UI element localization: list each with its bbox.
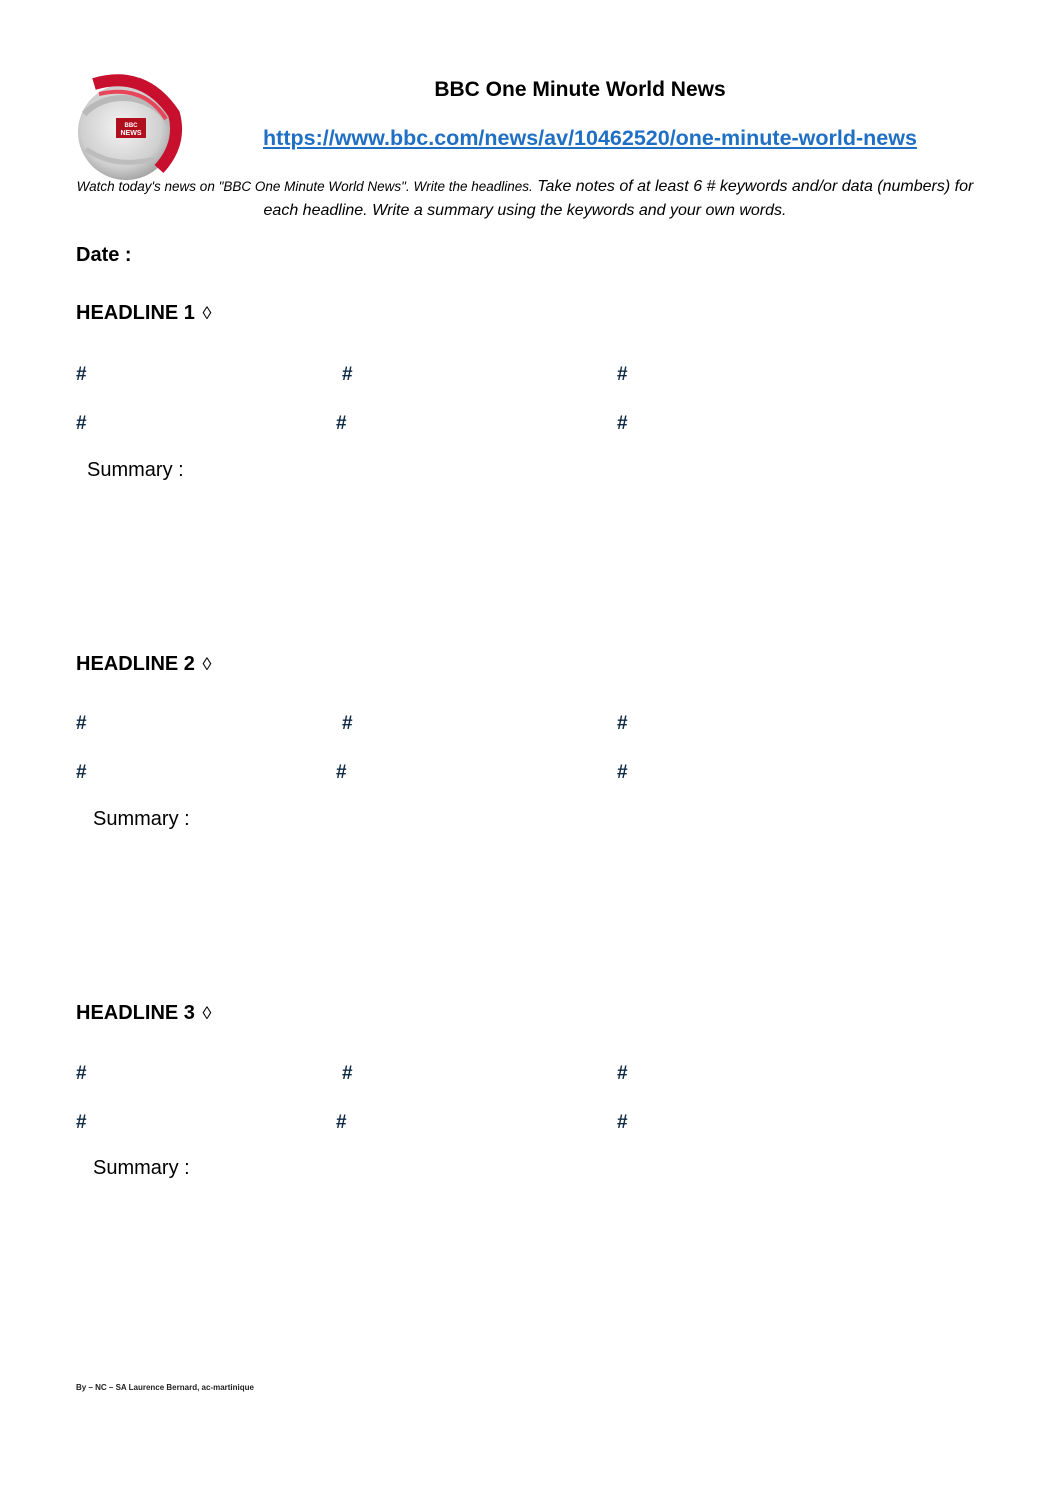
date-label: Date :: [76, 244, 132, 266]
diamond-icon: ◊: [202, 303, 212, 323]
headline-2: [76, 653, 211, 676]
keyword-marker: #: [617, 713, 628, 734]
keyword-marker: #: [76, 713, 87, 734]
keyword-marker: #: [617, 762, 628, 783]
headline-3: [76, 1002, 211, 1025]
keyword-marker: #: [336, 413, 347, 434]
page-title: BBC One Minute World News: [434, 78, 726, 101]
instructions-part1: Watch today's news on "BBC One Minute World News". Write the headlines.: [76, 179, 533, 194]
headline-1-label: HEADLINE 1: [76, 302, 195, 324]
keyword-marker: #: [76, 364, 87, 385]
keyword-marker: #: [617, 1112, 628, 1133]
headline-2-label: HEADLINE 2: [76, 653, 195, 675]
keyword-marker: #: [617, 1063, 628, 1084]
diamond-icon: ◊: [202, 1003, 212, 1023]
keyword-marker: #: [76, 1112, 87, 1133]
logo-text-bottom: NEWS: [120, 130, 142, 137]
keyword-marker: #: [76, 1063, 87, 1084]
keyword-marker: #: [342, 364, 353, 385]
summary-label-2: Summary :: [93, 808, 190, 830]
instructions-part2: Take notes of at least 6 # keywords and/or data (numbers) for each headline. Write a summary using the keywords and your own words.: [263, 178, 974, 219]
summary-label-3: Summary :: [93, 1157, 190, 1179]
keyword-marker: #: [336, 762, 347, 783]
keyword-marker: #: [342, 713, 353, 734]
instructions: [70, 175, 980, 223]
logo-text-top: BBC: [124, 123, 138, 129]
summary-label-1: Summary :: [87, 459, 184, 481]
keyword-marker: #: [617, 413, 628, 434]
keyword-marker: #: [617, 364, 628, 385]
keyword-marker: #: [76, 762, 87, 783]
keyword-marker: #: [342, 1063, 353, 1084]
headline-3-label: HEADLINE 3: [76, 1002, 195, 1024]
footer-credit: By – NC – SA Laurence Bernard, ac-martinique: [76, 1383, 254, 1392]
bbc-news-logo: [74, 74, 184, 186]
news-link[interactable]: https://www.bbc.com/news/av/10462520/one-minute-world-news: [263, 126, 917, 150]
headline-1: [76, 302, 211, 325]
keyword-marker: #: [76, 413, 87, 434]
diamond-icon: ◊: [202, 654, 212, 674]
keyword-marker: #: [336, 1112, 347, 1133]
